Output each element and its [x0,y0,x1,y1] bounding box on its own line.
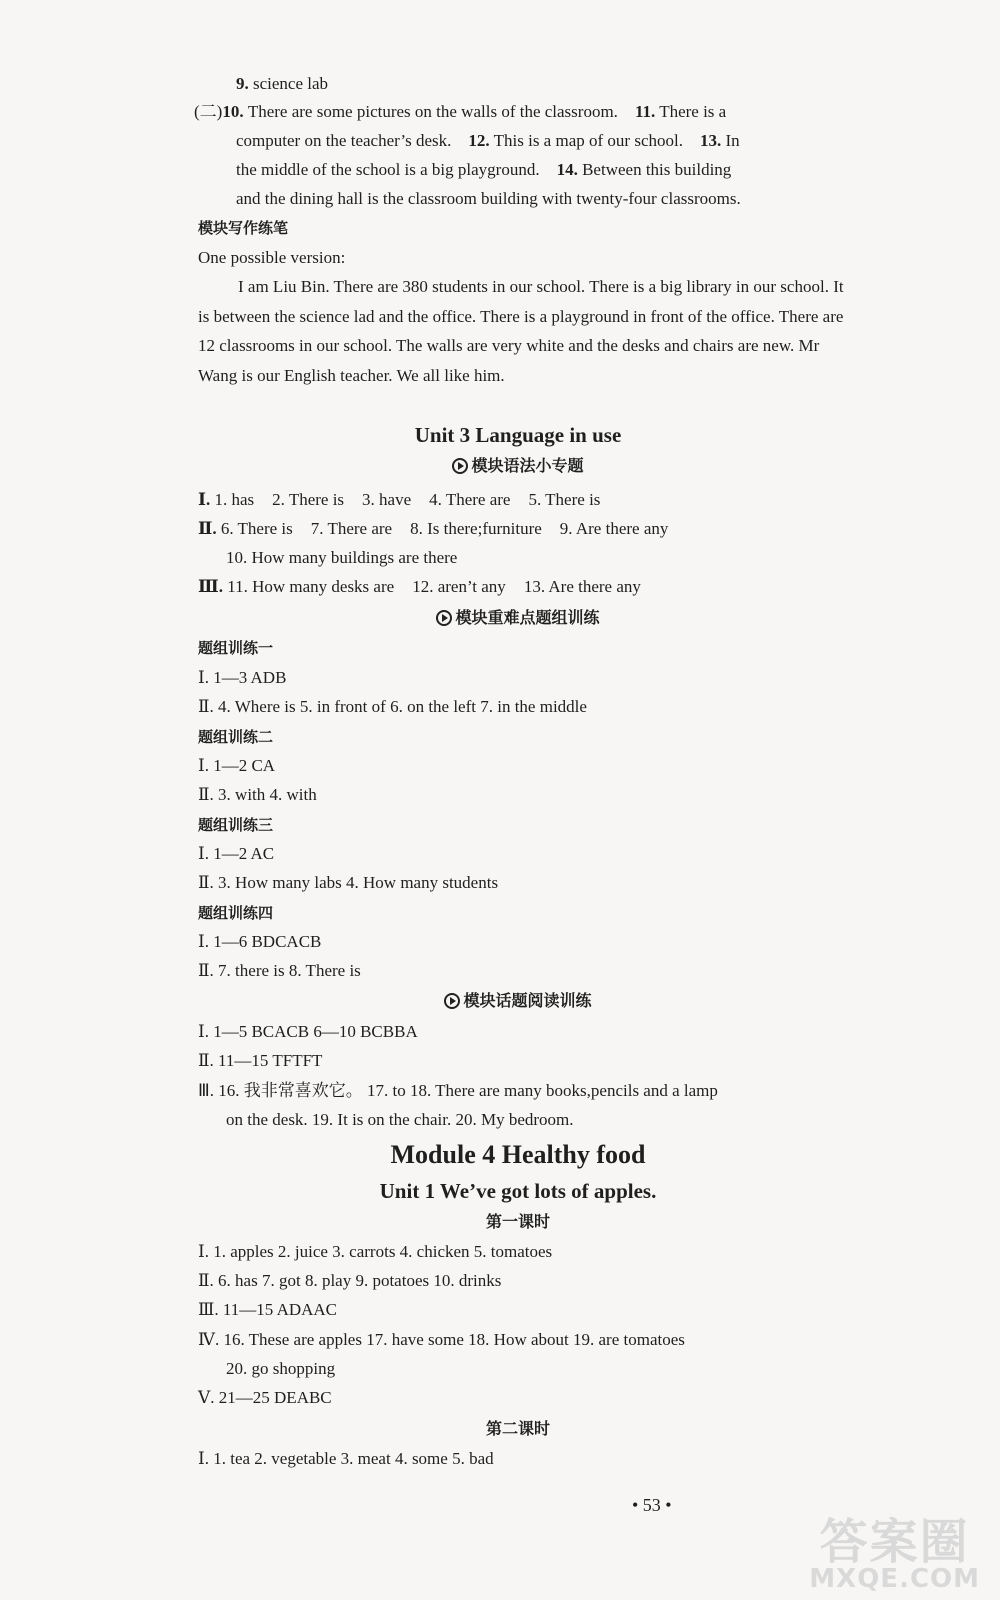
answer-9: 9. science lab [236,74,329,93]
group1-title: 题组训练一 [198,639,274,657]
answer-10-14-block: computer on the teacher’s desk. 12. This is a map of our school. 13. In the middle of the school is a big playground. 14. Between this building and the dining hall is the classroom building with twenty-four classrooms. [236,131,741,208]
group3-title: 题组训练三 [198,816,274,834]
lesson2-heading: 第二课时 [485,1419,550,1438]
module4-title: Module 4 Healthy food [390,1140,646,1169]
reading-line3: Ⅲ. 16. 我非常喜欢它。 17. to 18. There are many books,pencils and a lamp [198,1081,718,1100]
group2-line2: Ⅱ. 3. with 4. with [198,785,317,804]
group2-title: 题组训练二 [198,728,274,746]
answer-10-line: (二)10. There are some pictures on the walls of the classroom. 11. There is a [194,102,727,121]
writing-heading: 模块写作练笔 [198,219,289,237]
play-arrow-icon [436,610,452,626]
lesson1-heading: 第一课时 [485,1212,550,1231]
group3-line2: Ⅱ. 3. How many labs 4. How many students [198,873,499,892]
reading-heading: 模块话题阅读训练 [198,990,838,1012]
group4-title: 题组训练四 [198,904,274,922]
lesson1-line5: 20. go shopping [226,1359,336,1378]
grammar-II: Ⅱ. 6. There is 7. There are 8. Is there;furniture 9. Are there any [198,519,669,538]
watermark-logo [809,1514,980,1594]
key-points-heading: 模块重难点题组训练 [198,607,838,629]
group4-line2: Ⅱ. 7. there is 8. There is [198,961,361,980]
play-arrow-icon [444,993,460,1009]
writing-body: I am Liu Bin. There are 380 students in our school. There is a big library in our school. It is between the science lad and the office. There is a playground in front of the office. There are 12 classrooms in our school. The walls are very white and the desks and chairs are new. Mr Wang is our English teacher. We all like him. [198,277,844,385]
grammar-III: Ⅲ. 11. How many desks are 12. aren’t any 13. Are there any [198,577,641,596]
watermark-bottom: MXQE.COM [809,1564,980,1594]
lesson1-line2: Ⅱ. 6. has 7. got 8. play 9. potatoes 10. drinks [198,1271,502,1290]
lesson1-line1: Ⅰ. 1. apples 2. juice 3. carrots 4. chicken 5. tomatoes [198,1242,553,1261]
grammar-heading: 模块语法小专题 [198,455,838,477]
watermark-top: 答案圈 [819,1514,970,1570]
reading-line2: Ⅱ. 11—15 TFTFT [198,1051,323,1070]
group2-line1: Ⅰ. 1—2 CA [198,756,276,775]
group4-line1: Ⅰ. 1—6 BDCACB [198,932,322,951]
group1-line1: Ⅰ. 1—3 ADB [198,668,287,687]
lesson1-line4: Ⅳ. 16. These are apples 17. have some 18. How about 19. are tomatoes [198,1330,685,1349]
page-number: • 53 • [632,1495,672,1515]
module4-unit1-title: Unit 1 We’ve got lots of apples. [379,1179,657,1203]
writing-intro: One possible version: [198,248,346,267]
reading-line1: Ⅰ. 1—5 BCACB 6—10 BCBBA [198,1022,418,1041]
play-arrow-icon [452,458,468,474]
lesson1-line3: Ⅲ. 11—15 ADAAC [198,1300,338,1319]
lesson2-line1: Ⅰ. 1. tea 2. vegetable 3. meat 4. some 5. bad [198,1449,494,1468]
unit3-title: Unit 3 Language in use [414,423,622,447]
grammar-II-cont: 10. How many buildings are there [226,548,458,567]
group1-line2: Ⅱ. 4. Where is 5. in front of 6. on the left 7. in the middle [198,697,587,716]
grammar-I: Ⅰ. 1. has 2. There is 3. have 4. There are 5. There is [198,490,601,509]
reading-line4: on the desk. 19. It is on the chair. 20. My bedroom. [226,1110,574,1129]
group3-line1: Ⅰ. 1—2 AC [198,844,275,863]
lesson1-line6: Ⅴ. 21—25 DEABC [198,1388,332,1407]
